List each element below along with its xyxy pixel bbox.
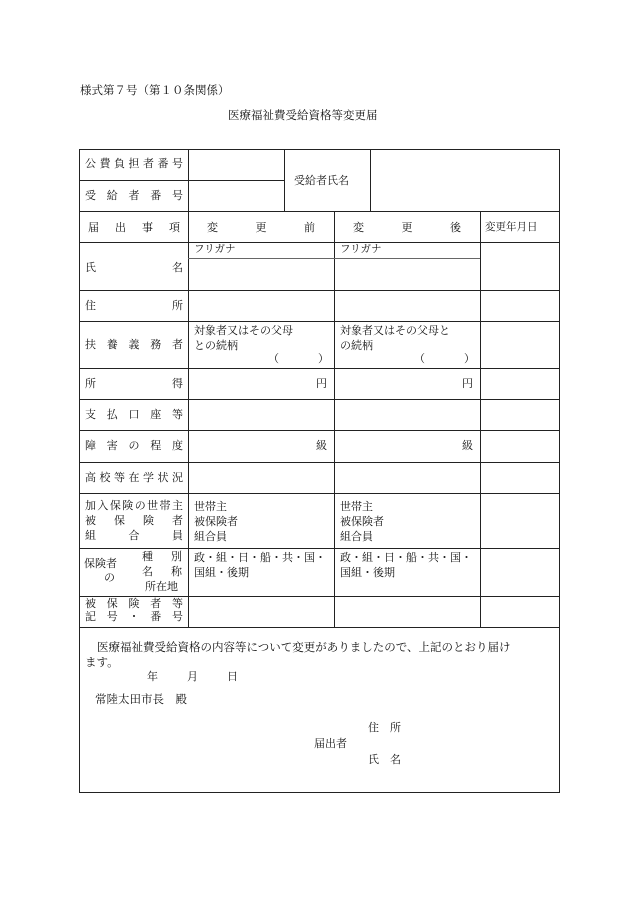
insurer-types-after: 政・組・日・船・共・国・ 国組・後期 [340, 551, 472, 579]
date-month-label: 月 [187, 670, 198, 683]
col-before: 変 更 前 [207, 221, 315, 234]
paren-close-after: ） [464, 352, 475, 365]
row-income-label: 所 得 [85, 377, 183, 390]
insured-symbol-before-field[interactable] [190, 598, 332, 625]
applicant-label: 届出者 [314, 737, 347, 750]
label-burden-number: 公 費 負 担 者 番 号 [85, 157, 183, 170]
row-disability-label: 障 害 の 程 度 [85, 439, 183, 452]
row-insurance-label: 加 入 保 険 の 世 帯 主 被 保 険 者 組 合 員 [85, 499, 183, 542]
grade-before: 級 [316, 439, 327, 452]
name-change-date-field[interactable] [482, 244, 558, 288]
col-item: 届 出 事 項 [88, 221, 180, 234]
high-school-after-field[interactable] [336, 464, 478, 491]
address-after-field[interactable] [336, 292, 478, 319]
yen-before: 円 [316, 377, 327, 390]
date-year-label: 年 [147, 670, 158, 683]
insurance-options-after: 世帯主 被保険者 組合員 [340, 500, 384, 543]
insurer-no-label: の [104, 571, 115, 584]
grade-after: 級 [462, 439, 473, 452]
recipient-number-field[interactable] [190, 182, 282, 209]
row-name-label: 氏 名 [85, 261, 183, 274]
declaration-text-line2: ます。 [85, 655, 119, 669]
relation-note-after: 対象者又はその父母と の続柄 [340, 324, 450, 352]
declaration-text-line1: 医療福祉費受給資格の内容等について変更がありましたので、上記のとおり届け [97, 640, 511, 654]
high-school-before-field[interactable] [190, 464, 332, 491]
address-before-field[interactable] [190, 292, 332, 319]
insurer-location-label: 所在地 [145, 580, 178, 593]
account-before-field[interactable] [190, 401, 332, 428]
insured-symbol-after-field[interactable] [336, 598, 478, 625]
row-guardian-label: 扶 養 義 務 者 [85, 338, 183, 351]
insurer-name-label: 名 称 [142, 565, 182, 578]
name-before-field[interactable] [190, 260, 332, 288]
yen-after: 円 [462, 377, 473, 390]
furigana-before-label: フリガナ [194, 243, 236, 255]
row-account-label: 支 払 口 座 等 [85, 408, 183, 421]
row-address-label: 住 所 [85, 299, 183, 312]
burden-number-field[interactable] [190, 151, 282, 178]
paren-open-after: （ [414, 352, 425, 365]
applicant-name-label: 氏 名 [368, 753, 401, 766]
addressee: 常陸太田市長 殿 [95, 692, 187, 706]
furigana-after-label: フリガナ [340, 243, 382, 255]
applicant-address-label: 住 所 [368, 721, 401, 734]
insurer-types-before: 政・組・日・船・共・国・ 国組・後期 [194, 551, 326, 579]
paren-open-before: （ [268, 352, 279, 365]
paren-close-before: ） [318, 352, 329, 365]
col-after: 変 更 後 [353, 221, 461, 234]
date-day-label: 日 [227, 670, 238, 683]
relation-note-before: 対象者又はその父母 との続柄 [194, 324, 293, 352]
col-change-date: 変更年月日 [485, 221, 538, 233]
insurance-options-before: 世帯主 被保険者 組合員 [194, 500, 238, 543]
name-after-field[interactable] [336, 260, 478, 288]
label-recipient-number: 受 給 者 番 号 [85, 189, 183, 202]
form-number: 様式第７号（第１０条関係） [80, 83, 230, 97]
recipient-name-field[interactable] [372, 151, 558, 209]
account-after-field[interactable] [336, 401, 478, 428]
label-recipient-name: 受給者氏名 [294, 174, 349, 187]
form-title: 医療福祉費受給資格等変更届 [228, 108, 378, 122]
row-insured-symbol-label: 被 保 険 者 等 記 号 ・ 番 号 [85, 597, 183, 623]
insurer-type-label: 種 別 [142, 550, 182, 563]
insurer-label: 保険者 [84, 557, 117, 570]
row-high-school-label: 高 校 等 在 学 状 況 [85, 471, 183, 484]
